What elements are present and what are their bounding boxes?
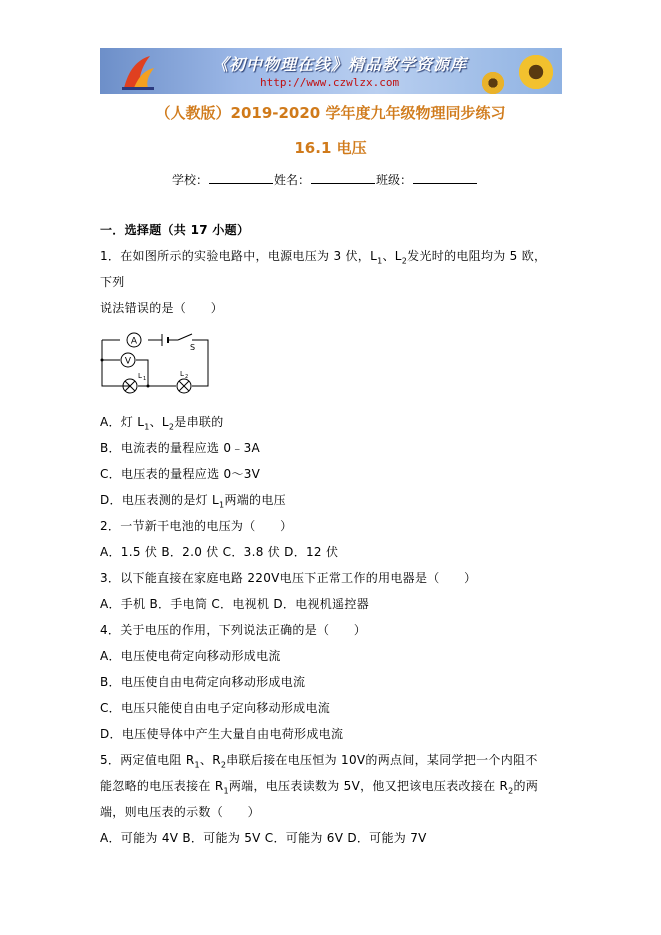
lamp2-sub: 2 (185, 374, 189, 380)
q1-opt-a-sub2: 2 (168, 422, 175, 432)
q1-sub2: 2 (401, 256, 408, 266)
q1-text-c: 发光时的电阻均为 5 欧， (407, 249, 547, 263)
q5-l2-a: 能忽略的电压表接在 R (100, 779, 224, 793)
q1-opt-a-sub1: 1 (144, 422, 150, 432)
ammeter-label: A (130, 336, 138, 347)
q5-stem-line3: 端，则电压表的示数（ ） (100, 805, 260, 819)
q1-opt-d-sub: 1 (219, 500, 225, 510)
q4-option-c[interactable]: C．电压只能使自由电子定向移动形成电流 (100, 701, 331, 715)
class-blank[interactable] (413, 173, 477, 184)
header-banner (100, 48, 562, 94)
q5-l1-b: 、R (199, 753, 221, 767)
sunflower-icon (516, 52, 556, 92)
q1-circuit-diagram (100, 328, 216, 396)
q5-l1-a: 5．两定值电阻 R (100, 753, 195, 767)
q1-sub1: 1 (377, 256, 383, 266)
q5-options[interactable]: A．可能为 4V B．可能为 5V C．可能为 6V D．可能为 7V (100, 831, 427, 845)
q1-stem-line3: 说法错误的是（ ） (100, 301, 224, 315)
q5-stem-line2 (100, 777, 538, 795)
student-info-row (172, 171, 478, 188)
document-title: （人教版）2019-2020 学年度九年级物理同步练习 (155, 104, 506, 122)
document-subtitle: 16.1 电压 (294, 139, 367, 157)
q1-opt-d-text: D．电压表测的是灯 L (100, 493, 220, 507)
q1-option-d[interactable] (100, 491, 286, 509)
q4-option-a[interactable]: A．电压使电荷定向移动形成电流 (100, 649, 281, 663)
q5-l1-sub1: 1 (194, 760, 200, 770)
q1-text-b: 、L (382, 249, 402, 263)
class-label: 班级： (376, 173, 413, 187)
q1-text-a: 1．在如图所示的实验电路中，电源电压为 3 伏，L (100, 249, 378, 263)
sunflower-small-icon (480, 70, 506, 94)
q5-l2-sub2: 2 (508, 786, 514, 796)
name-blank[interactable] (311, 173, 375, 184)
q1-opt-d-end: 两端的电压 (224, 493, 286, 507)
lamp2-label: L (180, 370, 184, 378)
banner-url[interactable]: http://www.czwlzx.com (260, 76, 400, 89)
q5-l2-sub1: 1 (223, 786, 229, 796)
q4-option-d[interactable]: D．电压使导体中产生大量自由电荷形成电流 (100, 727, 344, 741)
q5-stem-line1 (100, 751, 538, 769)
q4-option-b[interactable]: B．电压使自由电荷定向移动形成电流 (100, 675, 306, 689)
banner-title: 《初中物理在线》精品教学资源库 (212, 55, 468, 74)
lamp1-label: L (138, 372, 142, 380)
site-logo-icon (120, 52, 158, 92)
q5-l2-c: 的两 (513, 779, 539, 793)
q2-stem: 2．一节新干电池的电压为（ ） (100, 519, 293, 533)
voltmeter-label: V (124, 356, 132, 367)
q3-stem: 3．以下能直接在家庭电路 220V电压下正常工作的用电器是（ ） (100, 571, 477, 585)
name-label: 姓名： (274, 173, 311, 187)
q5-l1-sub2: 2 (220, 760, 227, 770)
q1-option-b[interactable]: B．电流表的量程应选 0﹣3A (100, 441, 261, 455)
q1-opt-a-end: 是串联的 (174, 415, 224, 429)
q1-stem-line1 (100, 247, 546, 265)
lamp1-sub: 1 (143, 376, 147, 382)
q3-options[interactable]: A．手机 B．手电筒 C．电视机 D．电视机遥控器 (100, 597, 370, 611)
q5-l1-c: 串联后接在电压恒为 10V的两点间，某同学把一个内阻不 (226, 753, 538, 767)
q1-opt-a-text: A．灯 L (100, 415, 145, 429)
q1-option-a[interactable] (100, 413, 224, 431)
school-label: 学校： (172, 173, 209, 187)
q1-option-c[interactable]: C．电压表的量程应选 0～3V (100, 467, 261, 481)
q5-l2-b: 两端，电压表读数为 5V，他又把该电压表改接在 R (228, 779, 509, 793)
switch-label: S (190, 343, 196, 352)
q1-opt-a-mid: 、L (149, 415, 169, 429)
section-heading: 一．选择题（共 17 小题） (100, 223, 250, 237)
q1-stem-line2: 下列 (100, 275, 125, 289)
school-blank[interactable] (209, 173, 273, 184)
q2-options[interactable]: A．1.5 伏 B．2.0 伏 C．3.8 伏 D．12 伏 (100, 545, 339, 559)
q4-stem: 4．关于电压的作用，下列说法正确的是（ ） (100, 623, 367, 637)
switch-icon (178, 334, 192, 340)
